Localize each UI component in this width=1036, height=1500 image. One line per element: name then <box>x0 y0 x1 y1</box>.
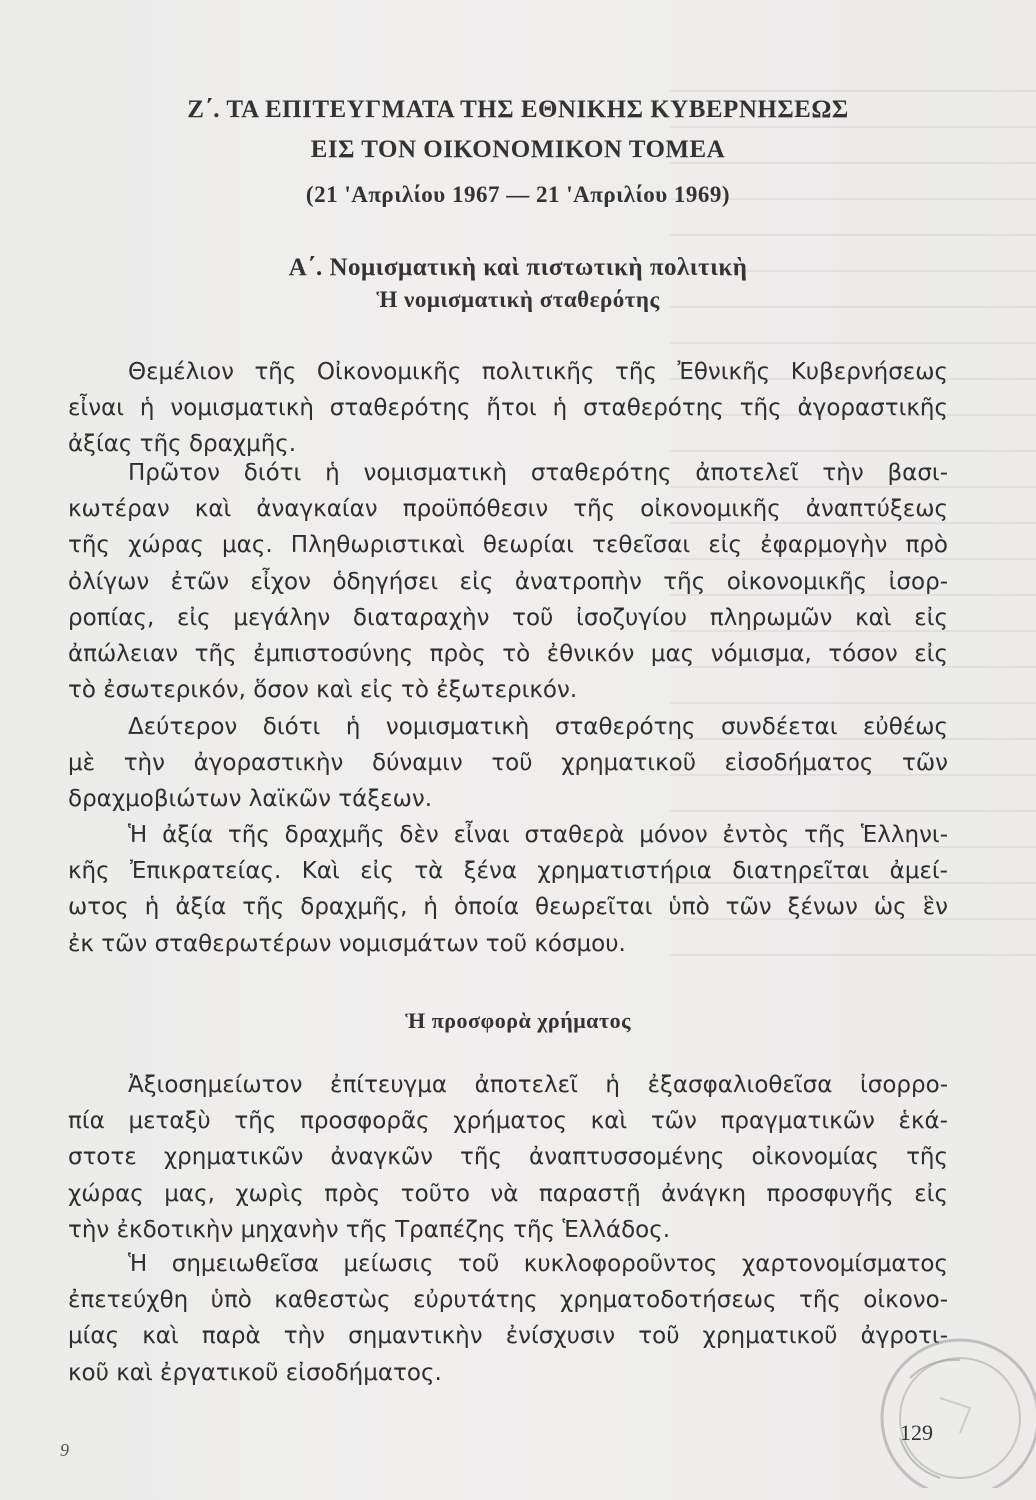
text-line: κωτέραν καὶ ἀναγκαίαν προϋπόθεσιν τῆς οἰκονομικῆς ἀναπτύξεως <box>68 496 948 523</box>
text-line: ἀξίας τῆς δραχμῆς. <box>68 431 297 458</box>
page-number: 129 <box>900 1420 933 1445</box>
chapter-date-range: (21 'Απριλίου 1967 — 21 'Απριλίου 1969) <box>305 182 731 207</box>
paragraph <box>68 354 948 463</box>
text-line: Ἀξιοσημείωτον ἐπίτευγμα ἀποτελεῖ ἡ ἐξασφαλιοθεῖσα ἰσορρο- <box>128 1072 948 1098</box>
text-line: τὸ ἐσωτερικόν, ὅσον καὶ εἰς τὸ ἐξωτερικόν. <box>68 677 578 704</box>
text-line: Θεμέλιον τῆς Οἰκονομικῆς πολιτικῆς τῆς Ἐθνικῆς Κυβερνήσεως <box>128 359 948 385</box>
text-line: εἶναι ἡ νομισματικὴ σταθερότης ἤτοι ἡ σταθερότης τῆς ἀγοραστικῆς <box>68 395 948 422</box>
text-line: ροπίας, εἰς μεγάλην διαταραχὴν τοῦ ἰσοζυγίου πληρωμῶν καὶ εἰς <box>68 604 948 631</box>
paragraph <box>68 817 948 962</box>
text-line: χώρας μας, χωρὶς πρὸς τοῦτο νὰ παραστῇ ἀνάγκη προσφυγῆς εἰς <box>68 1180 948 1207</box>
chapter-title-line-1: Ζ΄. ΤΑ ΕΠΙΤΕΥΓΜΑΤΑ ΤΗΣ ΕΘΝΙΚΗΣ ΚΥΒΕΡΝΗΣΕΩΣ <box>187 96 849 123</box>
text-line: ἐπετεύχθη ὑπὸ καθεστὼς εὐρυτάτης χρηματοδοτήσεως τῆς οἰκονο- <box>68 1287 948 1314</box>
chapter-title-line-2: ΕΙΣ ΤΟΝ ΟΙΚΟΝΟΜΙΚΟΝ ΤΟΜΕΑ <box>310 136 726 163</box>
text-line: τὴν ἐκδοτικὴν μηχανὴν τῆς Τραπέζης τῆς Ἑλλάδος. <box>68 1216 671 1243</box>
text-line: ἀπώλειαν τῆς ἐμπιστοσύνης πρὸς τὸ ἐθνικόν μας νόμισμα, τόσον εἰς <box>68 641 948 668</box>
paragraph <box>68 455 948 708</box>
signature-mark: 9 <box>60 1440 69 1460</box>
paragraph <box>68 1067 948 1248</box>
text-line: Πρῶτον διότι ἡ νομισματικὴ σταθερότης ἀποτελεῖ τὴν βασι- <box>128 460 948 486</box>
text-line: Δεύτερον διότι ἡ νομισματικὴ σταθερότης συνδέεται εὐθέως <box>128 714 948 740</box>
text-line: μὲ τὴν ἀγοραστικὴν δύναμιν τοῦ χρηματικοῦ εἰσοδήματος τῶν <box>68 750 948 777</box>
section-a-heading: Α΄. Νομισματικὴ καὶ πιστωτικὴ πολιτικὴ <box>288 254 748 281</box>
text-line: ἐκ τῶν σταθερωτέρων νομισμάτων τοῦ κόσμου. <box>68 930 626 957</box>
text-line: κοῦ καὶ ἐργατικοῦ εἰσοδήματος. <box>68 1359 442 1386</box>
paragraph <box>68 709 948 818</box>
section-a-subheading: Ἡ νομισματικὴ σταθερότης <box>376 287 660 312</box>
text-line: μίας καὶ παρὰ τὴν σημαντικὴν ἐνίσχυσιν τοῦ χρηματικοῦ ἀγροτι- <box>68 1323 948 1350</box>
text-line: Ἡ ἀξία τῆς δραχμῆς δὲν εἶναι σταθερὰ μόνον ἐντὸς τῆς Ἑλληνι- <box>128 822 948 848</box>
text-line: ωτος ἡ ἀξία τῆς δραχμῆς, ἡ ὁποία θεωρεῖται ὑπὸ τῶν ξένων ὡς ἓν <box>68 894 948 921</box>
text-line: κῆς Ἐπικρατείας. Καὶ εἰς τὰ ξένα χρηματιστήρια διατηρεῖται ἀμεί- <box>68 858 948 885</box>
text-line: πία μεταξὺ τῆς προσφορᾶς χρήματος καὶ τῶν πραγματικῶν ἑκά- <box>68 1108 948 1135</box>
text-line: δραχμοβιώτων λαϊκῶν τάξεων. <box>68 786 433 813</box>
library-stamp-icon <box>790 1338 1036 1488</box>
text-line: ὀλίγων ἐτῶν εἶχον ὁδηγήσει εἰς ἀνατροπὴν τῆς οἰκονομικῆς ἰσορ- <box>68 568 948 595</box>
text-line: Ἡ σημειωθεῖσα μείωσις τοῦ κυκλοφοροῦντος χαρτονομίσματος <box>128 1251 948 1277</box>
text-line: τῆς χώρας μας. Πληθωριστικαὶ θεωρίαι τεθεῖσαι εἰς ἐφαρμογὴν πρὸ <box>68 532 948 559</box>
section-b-heading: Ἡ προσφορὰ χρήματος <box>405 1008 631 1033</box>
text-line: στοτε χρηματικῶν ἀναγκῶν τῆς ἀναπτυσσομένης οἰκονομίας τῆς <box>68 1144 948 1171</box>
